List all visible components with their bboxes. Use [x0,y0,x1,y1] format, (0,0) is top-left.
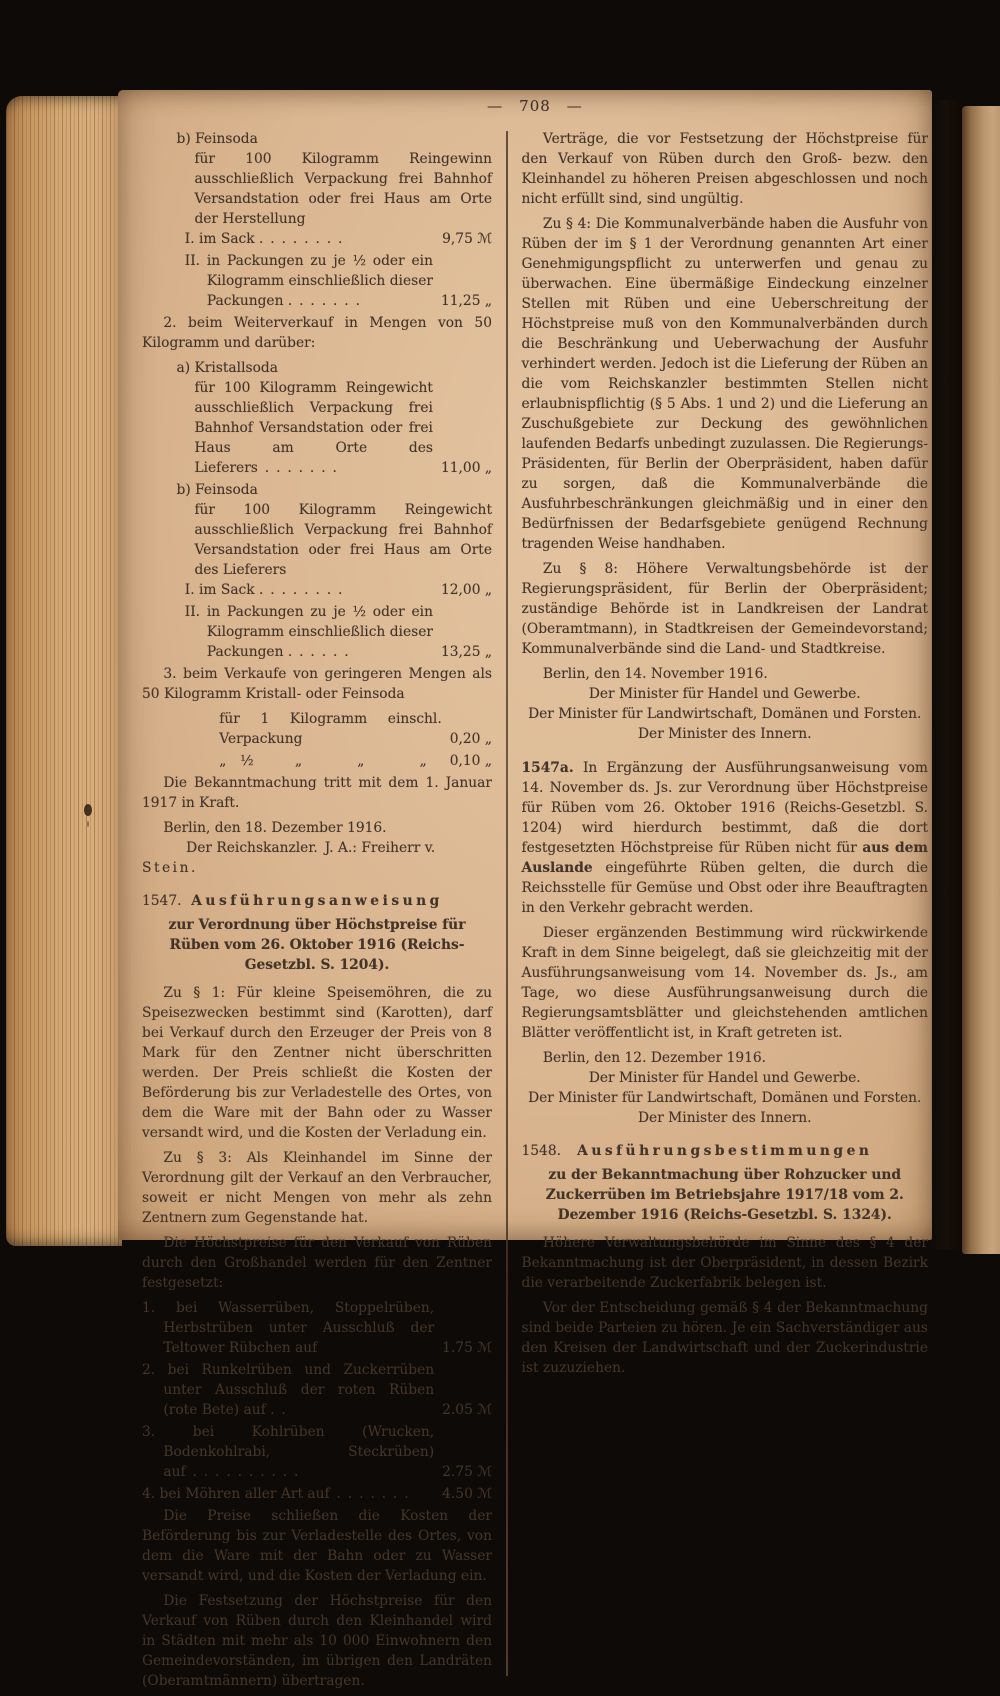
paragraph: Vor der Entscheidung gemäß § 4 der Bekanntmachung sind beide Parteien zu hören. Je ein Sachverständiger aus den Kreisen der Landwirtschaft und der Zuckerindustrie ist zuzuziehen. [521,1300,928,1376]
price-label: „ ½ „ „ „ [219,753,427,769]
paragraph: Zu § 1: Für kleine Speisemöhren, die zu Speisezwecken bestimmt sind (Karotten), darf bei Verkauf durch den Erzeuger der Preis von 8 Mark für den Zentner nicht überschritten werden. Der Preis schließt die Kosten der Beförderung bis zur Verladestelle des Ortes, von dem die Ware mit der Bahn oder zu Wasser versandt wird, und die Kosten der Verladung ein. [142,985,492,1141]
price-amount: 11,25 „ [440,293,492,309]
item-label-kristallsoda: a) Kristallsoda [176,360,278,376]
paragraph: Verträge, die vor Festsetzung der Höchstpreise für den Verkauf von Rüben durch den Groß- bezw. den Kleinhandel zu höheren Preisen abgeschlossen und noch nicht erfüllt sind, sind ungültig. [521,131,928,207]
section-title: Ausführungsbestimmungen [577,1143,873,1159]
minister-line: Der Minister des Innern. [637,1110,812,1126]
price-line [185,251,492,311]
paragraph: 2. beim Weiterverkauf in Mengen von 50 Kilogramm und darüber: [142,315,492,351]
price-list-item [142,1360,492,1420]
price-amount: 11,00 „ [440,460,492,476]
section-subtitle: zu der Bekanntmachung über Rohzucker und Zuckerrüben im Betriebsjahre 1917/18 vom 2. Dezember 1916 (Reichs-Gesetzbl. S. 1324). [545,1167,904,1223]
price-label: I. im Sack . . . . . . . . [184,231,343,247]
minister-line: Der Minister für Handel und Gewerbe. [588,1070,861,1086]
section-number: 1548. [521,1143,561,1159]
price-amount: 0,20 „ [449,731,492,747]
signature-line [142,838,492,878]
item-label-feinsoda: b) Feinsoda [176,131,258,147]
paragraph: Zu § 8: Höhere Verwaltungsbehörde ist der Regierungspräsident, für Berlin der Oberpräsident; zuständige Behörde ist in Landkreisen der Landrat (Oberamtmann), in Stadtkreisen der Gemeindevorstand; Kommunalverbände sind die Land- und Stadtkreise. [521,561,928,657]
paragraph: Die Preise schließen die Kosten der Beförderung bis zur Verladestelle des Ortes, von dem die Ware mit der Bahn oder zu Wasser versandt wird, und die Kosten der Verladung ein. [142,1508,492,1584]
paragraph: Zu § 3: Als Kleinhandel im Sinne der Verordnung gilt der Verkauf an den Verbraucher, soweit er nicht Mengen von mehr als zehn Zentnern zum Gegenstande hat. [142,1150,492,1226]
price-label: für 100 Kilogramm Reingewicht ausschließlich Verpackung frei Bahnhof Versandstation oder frei Haus am Orte des Lieferers . . . . . . . [194,380,433,476]
price-label: II. in Packungen zu je ½ oder ein Kilogramm einschließlich dieser Packungen . . . . . . [184,604,433,660]
item-label-feinsoda: b) Feinsoda [176,482,258,498]
ink-smudge [84,804,92,816]
price-list-item [142,1298,492,1358]
gutter-shadow [930,100,962,1250]
adjacent-page-edge [962,106,1000,1254]
price-list-item [142,1484,492,1504]
price-amount: 9,75 ℳ [442,231,492,247]
price-label: 4. bei Möhren aller Art auf . . . . . . . [142,1486,409,1502]
price-line [185,229,492,249]
minister-line: Der Minister für Landwirtschaft, Domänen und Forsten. [528,706,922,722]
price-label: I. im Sack . . . . . . . . [184,582,343,598]
signature-text: Der Reichskanzler. J. A.: Freiherr v. [186,840,436,856]
price-line-ditto [219,751,492,771]
price-amount: 12,00 „ [440,582,492,598]
section-number: 1547. [142,893,182,909]
emphasized-text: aus dem Auslande [521,840,928,876]
two-column-layout [142,129,928,1696]
price-list-item [142,1422,492,1482]
minister-line: Der Minister für Handel und Gewerbe. [588,686,861,702]
price-amount: 4.50 ℳ [442,1486,492,1502]
paragraph: Zu § 4: Die Kommunalverbände haben die Ausfuhr von Rüben der im § 1 der Verordnung genannten Art einer Genehmigungspflicht zu unterwerfen und genau zu überwachen. Eine übermäßige Eindeckung einzelner Stellen mit Rüben und eine Ueberschreitung der Höchstpreise muß von den Kommunalverbänden durch die Beschränkung und Ueberwachung der Ausfuhr verhindert werden. Jedoch ist die Lieferung der Rüben an die vom Reichskanzler bestimmten Stellen nicht erlaubnispflichtig (§ 5 Abs. 1 und 2) und die Lieferung an Zuschußgebiete zur Deckung des gewöhnlichen laufenden Bedarfs unbedingt zuzulassen. Die Regierungs-Präsidenten, für Berlin der Oberpräsident, haben dafür zu sorgen, daß die Kommunalverbände die Ausfuhrbeschränkungen gleichmäßig und in einer den Bedürfnissen der Bedarfsgebiete genügend Rechnung tragenden Weise handhaben. [521,216,928,552]
price-label: II. in Packungen zu je ½ oder ein Kilogramm einschließlich dieser Packungen . . . . . . . [184,253,433,309]
item-description: für 100 Kilogramm Reingewicht ausschließlich Verpackung frei Bahnhof Versandstation oder frei Haus am Orte des Lieferers [194,502,492,578]
page-edge-stack [6,96,122,1246]
right-column [522,129,929,1696]
page [118,90,932,1689]
column-divider [506,131,508,1676]
paragraph: Die Festsetzung der Höchstpreise für den Verkauf von Rüben durch den Kleinhandel wird in Städten mit mehr als 10 000 Einwohnern den Gemeindevorständen, im übrigen den Landräten (Oberamtmännern) übertragen. [142,1593,492,1689]
page-content [142,96,928,1696]
price-amount: 2.75 ℳ [442,1464,492,1480]
section-heading-1547 [142,891,492,911]
item-description: für 100 Kilogramm Reingewinn ausschließlich Verpackung frei Bahnhof Versandstation oder frei Haus am Orte der Herstellung [194,151,492,227]
price-line [194,378,492,478]
dateline: Berlin, den 18. Dezember 1916. [163,820,387,836]
section-title: Ausführungsanweisung [191,893,443,909]
minister-line: Der Minister für Landwirtschaft, Domänen und Forsten. [528,1090,922,1106]
paragraph: 3. beim Verkaufe von geringeren Mengen als 50 Kilogramm Kristall- oder Feinsoda [142,666,492,702]
paragraph: Dieser ergänzenden Bestimmung wird rückwirkende Kraft in dem Sinne beigelegt, daß sie gleichzeitig mit der Ausführungsanweisung vom 14. November ds. Js., am Tage, wo diese Ausführungsanweisung durch die Regierungsamtsblätter und gleichstehenden amtlichen Blätter veröffentlicht ist, in Kraft getreten ist. [521,925,928,1041]
price-amount: 13,25 „ [440,644,492,660]
section-number: 1547a. [521,760,574,776]
price-line [185,602,492,662]
price-label: 1. bei Wasserrüben, Stoppelrüben, Herbstrüben unter Ausschluß der Teltower Rübchen auf [142,1300,435,1356]
paragraph: Höhere Verwaltungsbehörde im Sinne des § 4 der Bekanntmachung ist der Oberpräsident, in dessen Bezirk die verarbeitende Zuckerfabrik belegen ist. [521,1235,928,1291]
minister-line: Der Minister des Innern. [637,726,812,742]
dateline: Berlin, den 14. November 1916. [542,666,768,682]
price-label: 2. bei Runkelrüben und Zuckerrüben unter Ausschluß der roten Rüben (rote Bete) auf . . [142,1362,435,1418]
paragraph-text: In Ergänzung der Ausführungsanweisung vom 14. November ds. Js. zur Verordnung über Höchstpreise für Rüben vom 26. Oktober 1916 (Reichs-Gesetzbl. S. 1204) wird hierdurch bestimmt, daß die dort festgesetzten Höchstpreise für Rüben nicht für [521,760,928,856]
left-column [142,129,492,1696]
price-amount: 2.05 ℳ [442,1402,492,1418]
signature-name: Stein. [142,860,198,876]
section-paragraph-1547a [522,758,929,918]
price-line [185,580,492,600]
section-subtitle: zur Verordnung über Höchstpreise für Rüben vom 26. Oktober 1916 (Reichs-Gesetzbl. S. 1204). [168,917,466,973]
paragraph-effective-date: Die Bekanntmachung tritt mit dem 1. Januar 1917 in Kraft. [142,775,492,811]
paragraph: Die Höchstpreise für den Verkauf von Rüben durch den Großhandel werden für den Zentner festgesetzt: [142,1235,492,1291]
paragraph-text: eingeführte Rüben gelten, die durch die Reichsstelle für Gemüse und Obst oder ihre Beauftragten in den Verkehr gebracht werden. [521,860,928,916]
price-amount: 1.75 ℳ [442,1340,492,1356]
page-number: — 708 — [487,97,583,115]
price-line [219,709,492,749]
dateline: Berlin, den 12. Dezember 1916. [542,1050,767,1066]
price-amount: 0,10 „ [449,753,492,769]
price-label: für 1 Kilogramm einschl. Verpackung [219,711,442,747]
price-label: 3. bei Kohlrüben (Wrucken, Bodenkohlrabi, Steckrüben) auf . . . . . . . . . . [142,1424,435,1480]
section-heading-1548 [522,1141,929,1161]
